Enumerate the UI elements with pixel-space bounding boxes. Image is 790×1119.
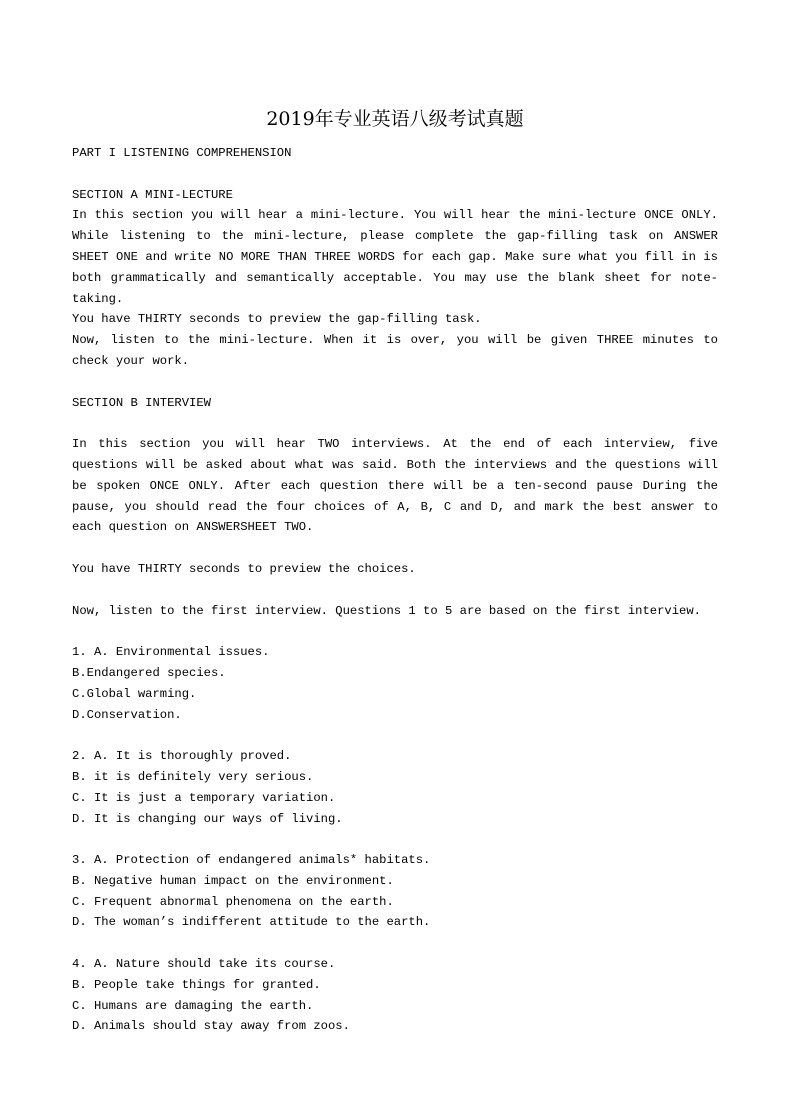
question-2-option-c: C. It is just a temporary variation. <box>72 790 336 805</box>
section-a-heading: SECTION A MINI-LECTURE <box>72 187 233 202</box>
question-1 <box>72 642 718 725</box>
question-3-option-d: D. The woman’s indifferent attitude to the earth. <box>72 915 431 930</box>
section-b-instructions: In this section you will hear TWO interviews. At the end of each interview, five questions will be asked about what was said. Both the interviews and the questions will be spoken ONCE ONLY. After each question there will be a ten-second pause During the pause, you should read the four choices of A, B, C and D, and mark the best answer to each question on ANSWERSHEET TWO. <box>72 437 718 535</box>
question-1-option-d: D.Conservation. <box>72 707 182 722</box>
question-4-option-a: 4. A. Nature should take its course. <box>72 957 336 972</box>
question-2-option-b: B. it is definitely very serious. <box>72 769 314 784</box>
question-2-option-a: 2. A. It is thoroughly proved. <box>72 749 292 764</box>
section-a-listen-note: Now, listen to the mini-lecture. When it is over, you will be given THREE minutes to check your work. <box>72 333 718 368</box>
question-4-option-c: C. Humans are damaging the earth. <box>72 998 314 1013</box>
question-4-option-b: B. People take things for granted. <box>72 977 321 992</box>
question-3-option-b: B. Negative human impact on the environment. <box>72 873 394 888</box>
question-3 <box>72 850 718 933</box>
question-1-option-a: 1. A. Environmental issues. <box>72 645 270 660</box>
section-b-listen-note: Now, listen to the first interview. Questions 1 to 5 are based on the first interview. <box>72 603 701 618</box>
section-a-instructions: In this section you will hear a mini-lecture. You will hear the mini-lecture ONCE ONLY. While listening to the mini-lecture, please complete the gap-filling task on ANSWER SHEET ONE and write NO MORE THAN THREE WORDS for each gap. Make sure what you fill in is both grammatically and semantically acceptable. You may use the blank sheet for note-taking. <box>72 208 718 306</box>
question-2 <box>72 746 718 829</box>
question-1-option-c: C.Global warming. <box>72 686 197 701</box>
question-1-option-b: B.Endangered species. <box>72 665 226 680</box>
document-body <box>72 143 718 1037</box>
page-title: 2019年专业英语八级考试真题 <box>266 108 524 130</box>
part-heading: PART I LISTENING COMPREHENSION <box>72 146 292 160</box>
section-a-preview-note: You have THIRTY seconds to preview the gap-filling task. <box>72 312 482 327</box>
question-3-option-c: C. Frequent abnormal phenomena on the earth. <box>72 894 394 909</box>
section-b-heading: SECTION B INTERVIEW <box>72 395 211 410</box>
question-3-option-a: 3. A. Protection of endangered animals* habitats. <box>72 853 431 868</box>
question-4 <box>72 954 718 1037</box>
section-b-preview-note: You have THIRTY seconds to preview the choices. <box>72 561 416 576</box>
question-2-option-d: D. It is changing our ways of living. <box>72 811 343 826</box>
question-4-option-d: D. Animals should stay away from zoos. <box>72 1019 350 1034</box>
